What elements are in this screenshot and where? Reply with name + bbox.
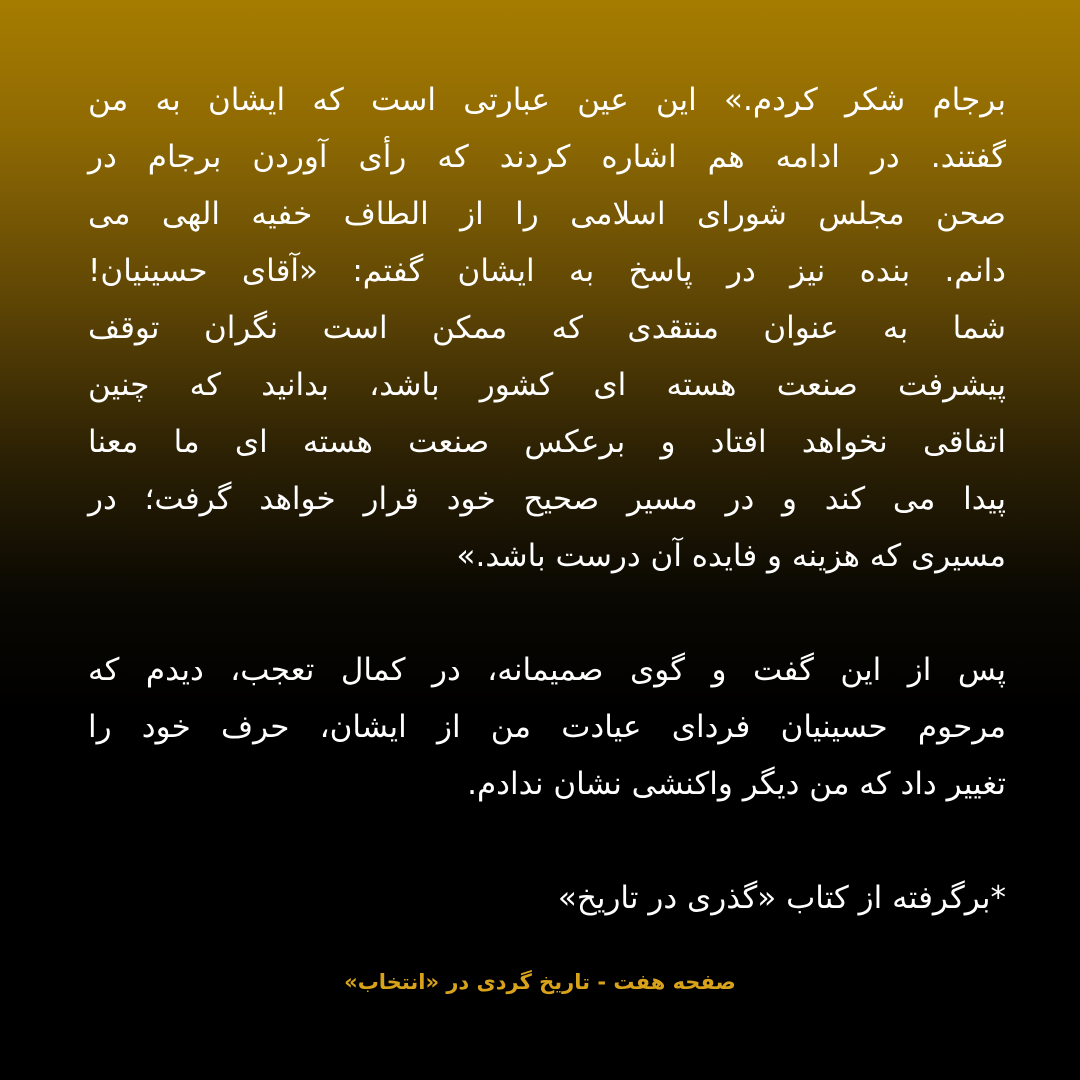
text-line: مرحوم حسینیان فردای عیادت من از ایشان، حرف خود را	[88, 709, 1006, 745]
text-line: صحن مجلس شورای اسلامی را از الطاف خفیه الهی می	[88, 196, 1006, 232]
text-line: اتفاقی نخواهد افتاد و برعکس صنعت هسته ای ما معنا	[88, 424, 1006, 460]
source-note: *برگرفته از کتاب «گذری در تاریخ»	[557, 880, 1006, 916]
text-line: برجام شکر کردم.» این عین عبارتی است که ایشان به من	[88, 82, 1006, 118]
text-line: گفتند. در ادامه هم اشاره کردند که رأی آوردن برجام در	[88, 139, 1006, 175]
text-line: پس از این گفت و گوی صمیمانه، در کمال تعجب، دیدم که	[88, 652, 1006, 688]
text-line: پیشرفت صنعت هسته ای کشور باشد، بدانید که چنین	[88, 367, 1006, 403]
page-footer: صفحه هفت - تاریخ گردی در «انتخاب»	[344, 970, 736, 994]
text-line: پیدا می کند و در مسیر صحیح خود قرار خواهد گرفت؛ در	[88, 481, 1006, 517]
paragraph-1	[88, 72, 1006, 585]
text-line: دانم. بنده نیز در پاسخ به ایشان گفتم: «آقای حسینیان!	[88, 253, 1006, 289]
paragraph-2	[88, 642, 1006, 813]
text-line: مسیری که هزینه و فایده آن درست باشد.»	[456, 538, 1006, 574]
article-body	[88, 72, 1006, 927]
text-line: شما به عنوان منتقدی که ممکن است نگران توقف	[88, 310, 1006, 346]
text-line: تغییر داد که من دیگر واکنشی نشان ندادم.	[467, 766, 1006, 802]
